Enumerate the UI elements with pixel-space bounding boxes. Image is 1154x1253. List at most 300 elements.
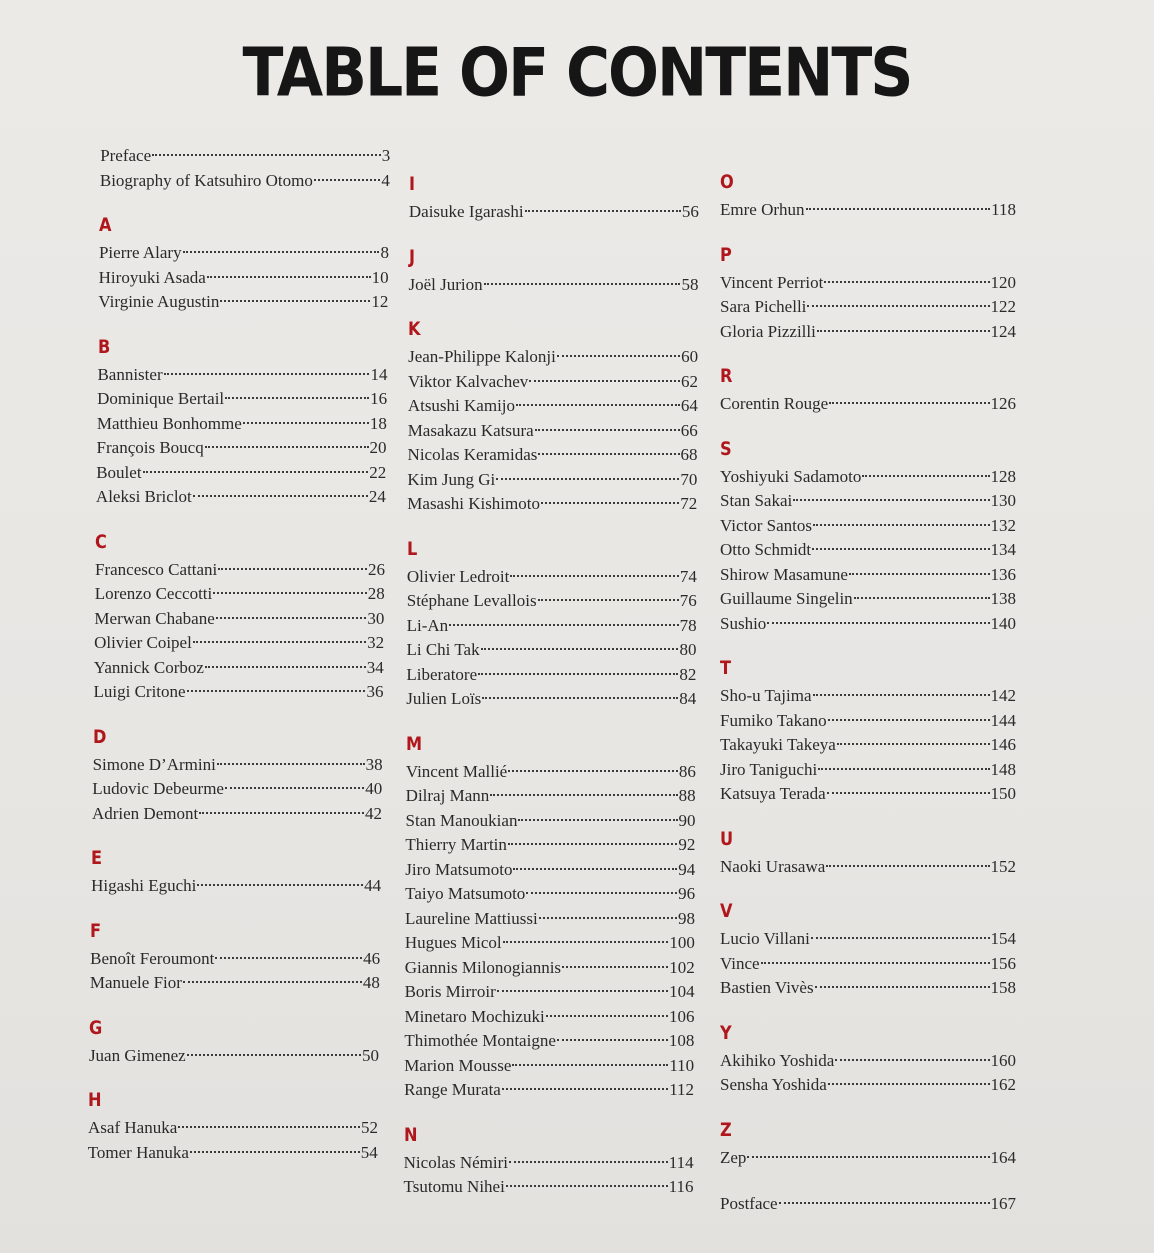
toc-entry[interactable] [720,783,1016,805]
entry-name: Hiroyuki Asada [98,267,206,287]
dot-leader [193,495,368,497]
page-title: TABLE OF CONTENTS [242,33,912,113]
toc-entry[interactable] [720,199,1016,221]
toc-entry[interactable] [405,883,695,905]
toc-entry[interactable] [404,1055,694,1077]
toc-entry[interactable] [99,242,389,264]
entry-page-number: 4 [381,170,390,190]
toc-entry[interactable] [407,566,697,588]
toc-entry[interactable] [407,493,697,515]
entry-name: Laureline Mattiussi [405,908,538,928]
section-letter: J [408,245,415,268]
dot-leader [761,962,990,964]
dot-leader [813,694,990,696]
entry-page-number: 130 [990,491,1016,510]
entry-name: Nicolas Némiri [403,1152,508,1172]
toc-entry[interactable] [720,1193,1016,1215]
dot-leader [190,1151,360,1153]
dot-leader [143,471,369,473]
toc-entry[interactable] [405,981,695,1003]
toc-entry[interactable] [100,170,390,192]
dot-leader [793,499,989,501]
entry-page-number: 64 [680,396,698,415]
entry-page-number: 3 [381,146,391,165]
entry-name: Yoshiyuki Sadamoto [720,466,862,486]
section-letter: E [91,847,103,869]
entry-name: Preface [100,146,152,165]
dot-leader [541,502,679,504]
entry-name: Dominique Bertail [97,389,225,408]
dot-leader [183,981,362,983]
toc-entry[interactable] [406,761,696,783]
entry-name: Stéphane Levallois [406,591,537,610]
entry-page-number: 42 [364,803,382,823]
toc-entry[interactable] [404,1030,694,1052]
entry-name: Atsushi Kamijo [407,396,516,415]
dot-leader [826,865,989,867]
dot-leader [482,697,678,699]
toc-entry[interactable] [408,274,698,296]
entry-name: Minetaro Mochizuki [404,1006,545,1026]
toc-entry[interactable] [720,539,1016,561]
entry-page-number: 36 [366,682,384,701]
entry-page-number: 22 [369,462,387,482]
entry-page-number: 82 [679,664,697,684]
dot-leader [449,624,678,626]
entry-name: Bannister [97,364,163,384]
entry-name: Vincent Perriot [720,272,824,292]
entry-name: Zep [720,1147,747,1167]
section-letter: H [88,1089,102,1111]
dot-leader [828,719,990,721]
toc-entry[interactable] [720,393,1016,415]
section-letter: G [89,1016,103,1039]
entry-page-number: 118 [991,200,1016,219]
entry-page-number: 134 [990,540,1016,559]
dot-leader [183,251,380,253]
toc-entry[interactable] [88,1142,378,1164]
entry-page-number: 162 [990,1075,1016,1094]
toc-entry[interactable] [407,615,697,637]
section-letter: D [92,725,107,748]
toc-entry[interactable] [720,734,1016,756]
dot-leader [314,179,381,181]
dot-leader [557,1039,668,1041]
dot-leader [513,868,677,870]
toc-entry[interactable] [406,810,696,832]
entry-name: Shirow Masamune [720,564,848,584]
entry-name: Masashi Kishimoto [407,494,540,513]
entry-page-number: 26 [368,559,386,579]
toc-entry[interactable] [98,291,388,313]
section-letter: A [99,214,112,236]
toc-entry[interactable] [100,145,390,167]
toc-entry[interactable] [406,639,696,661]
dot-leader [562,966,668,968]
toc-entry[interactable] [96,462,386,484]
entry-name: Asaf Hanuka [88,1118,178,1137]
toc-entry[interactable] [720,710,1016,732]
entry-name: Sho-u Tajima [720,686,812,705]
entry-page-number: 8 [380,243,389,262]
entry-name: Aleksi Briclot [95,487,192,506]
entry-page-number: 128 [990,466,1016,486]
dot-leader [849,573,990,575]
toc-entry[interactable] [720,272,1016,294]
entry-page-number: 84 [679,689,697,708]
section-letter: I [409,173,416,195]
dot-leader [478,673,678,675]
entry-name: François Boucq [96,438,204,457]
entry-page-number: 28 [367,584,385,603]
entry-name: Sushio [720,613,767,633]
toc-entry[interactable] [90,972,380,994]
entry-page-number: 114 [668,1152,694,1172]
toc-entry[interactable] [408,371,698,393]
entry-name: Gloria Pizzilli [720,321,816,341]
toc-entry[interactable] [404,1006,694,1028]
entry-name: Vince [720,953,760,973]
dot-leader [215,957,362,959]
entry-page-number: 10 [371,267,389,287]
dot-leader [512,1064,668,1066]
toc-entry[interactable] [407,590,697,612]
dot-leader [779,1202,990,1204]
entry-name: Manuele Fior [89,973,182,992]
toc-entry[interactable] [408,420,698,442]
entry-name: Jiro Matsumoto [405,859,513,879]
toc-entry[interactable] [408,346,698,368]
entry-name: Vincent Mallié [405,761,508,781]
toc-entry[interactable] [720,613,1016,635]
dot-leader [490,794,677,796]
toc-entry[interactable] [97,413,387,435]
entry-page-number: 52 [361,1118,379,1137]
dot-leader [484,283,681,285]
entry-name: Hugues Micol [404,933,502,952]
entry-page-number: 167 [990,1194,1016,1213]
entry-name: Pierre Alary [98,243,182,262]
toc-entry[interactable] [720,490,1016,512]
toc-entry[interactable] [92,803,382,825]
toc-entry[interactable] [720,685,1016,707]
entry-name: Range Murata [404,1080,501,1099]
entry-name: Jiro Taniguchi [720,759,818,779]
toc-entry[interactable] [97,364,387,386]
dot-leader [546,1015,668,1017]
toc-entry[interactable] [91,875,381,897]
dot-leader [815,986,990,988]
dot-leader [481,648,679,650]
toc-entry[interactable] [94,608,384,630]
entry-page-number: 150 [990,784,1016,803]
dot-leader [525,210,681,212]
entry-page-number: 70 [680,469,698,489]
section-letter: B [97,335,111,358]
dot-leader [216,617,367,619]
entry-page-number: 108 [668,1031,695,1050]
entry-page-number: 104 [669,982,695,1001]
dot-leader [807,305,989,307]
section-letter: T [720,657,732,679]
toc-entry[interactable] [720,1074,1016,1096]
entry-page-number: 94 [678,859,696,879]
toc-entry[interactable] [720,856,1016,878]
dot-leader [535,429,680,431]
dot-leader [538,453,679,455]
entry-name: Emre Orhun [720,200,805,219]
entry-page-number: 44 [364,876,382,895]
entry-name: Sara Pichelli [720,297,807,316]
entry-page-number: 72 [680,494,698,513]
toc-entry[interactable] [720,759,1016,781]
entry-page-number: 20 [369,438,387,457]
toc-entry[interactable] [406,785,696,807]
entry-page-number: 86 [678,761,696,781]
dot-leader [509,1161,668,1163]
entry-page-number: 34 [366,657,384,677]
dot-leader [497,990,668,992]
dot-leader [220,300,370,302]
dot-leader [829,402,989,404]
entry-page-number: 58 [681,274,699,294]
entry-page-number: 24 [368,487,386,506]
entry-name: Juan Gimenez [88,1045,186,1065]
entry-page-number: 80 [679,640,697,659]
dot-leader [862,475,989,477]
toc-entry[interactable] [88,1117,378,1139]
dot-leader [813,524,990,526]
entry-name: Matthieu Bonhomme [96,413,242,433]
dot-leader [516,404,680,406]
toc-entry[interactable] [94,657,384,679]
entry-page-number: 88 [678,786,696,805]
section-letter: U [720,827,734,850]
toc-entry[interactable] [92,778,382,800]
dot-leader [152,154,381,156]
dot-leader [243,422,369,424]
entry-name: Lucio Villani [720,929,810,948]
entry-name: Dilraj Mann [405,786,490,805]
entry-name: Daisuke Igarashi [408,202,524,221]
dot-leader [178,1126,360,1128]
entry-name: Naoki Urasawa [720,856,826,876]
toc-entry[interactable] [720,953,1016,975]
entry-page-number: 30 [367,608,385,628]
entry-page-number: 60 [681,347,699,366]
dot-leader [539,917,677,919]
toc-entry[interactable] [408,395,698,417]
toc-entry[interactable] [720,977,1016,999]
toc-entry[interactable] [96,486,386,508]
entry-name: Julien Loïs [406,689,482,708]
dot-leader [502,1088,668,1090]
entry-page-number: 144 [990,710,1016,730]
entry-page-number: 124 [990,321,1016,341]
dot-leader [854,597,990,599]
entry-page-number: 66 [680,420,698,440]
toc-entry[interactable] [720,515,1016,537]
dot-leader [526,892,677,894]
dot-leader [818,768,989,770]
entry-page-number: 76 [679,591,697,610]
entry-page-number: 68 [680,445,698,464]
toc-entry[interactable] [720,928,1016,950]
entry-name: Jean-Philippe Kalonji [408,347,556,366]
entry-name: Stan Manoukian [405,810,518,830]
entry-page-number: 18 [369,413,387,433]
entry-page-number: 126 [990,394,1016,413]
toc-entry[interactable] [94,632,384,654]
toc-entry[interactable] [97,388,387,410]
entry-name: Boulet [96,462,142,482]
toc-entry[interactable] [405,834,695,856]
entry-page-number: 120 [990,272,1016,292]
toc-entry[interactable] [720,466,1016,488]
entry-page-number: 156 [990,953,1016,973]
toc-entry[interactable] [99,267,389,289]
entry-page-number: 164 [990,1147,1016,1167]
entry-name: Katsuya Terada [720,784,826,803]
toc-entry[interactable] [95,583,385,605]
dot-leader [824,281,989,283]
entry-page-number: 100 [669,933,695,952]
section-letter: S [720,437,732,460]
dot-leader [827,792,990,794]
section-letter: P [720,243,732,266]
toc-entry[interactable] [407,469,697,491]
section-letter: L [407,537,418,560]
entry-name: Higashi Eguchi [91,876,197,895]
entry-name: Akihiko Yoshida [720,1050,835,1070]
entry-name: Fumiko Takano [720,710,827,730]
entry-page-number: 132 [990,515,1016,535]
entry-page-number: 140 [990,613,1016,633]
section-letter: F [90,919,102,942]
entry-page-number: 136 [990,564,1016,584]
toc-entry[interactable] [720,1147,1016,1169]
dot-leader [164,373,370,375]
entry-page-number: 96 [678,884,696,903]
toc-entry[interactable] [406,688,696,710]
entry-page-number: 54 [360,1142,378,1162]
entry-page-number: 74 [679,566,697,586]
entry-name: Luigi Critone [93,682,186,701]
entry-page-number: 102 [669,957,695,977]
dot-leader [557,355,680,357]
entry-name: Simone D’Armini [92,754,216,774]
toc-entry[interactable] [406,664,696,686]
toc-entry[interactable] [720,321,1016,343]
dot-leader [187,690,366,692]
toc-entry[interactable] [720,564,1016,586]
entry-name: Bastien Vivès [720,978,814,997]
toc-entry[interactable] [89,1045,379,1067]
toc-entry[interactable] [405,908,695,930]
toc-entry[interactable] [405,957,695,979]
entry-page-number: 32 [367,633,385,652]
dot-leader [828,1083,990,1085]
entry-name: Boris Mirroir [404,982,496,1001]
toc-entry[interactable] [404,1176,694,1198]
toc-entry[interactable] [408,444,698,466]
dot-leader [218,568,367,570]
entry-page-number: 12 [371,292,389,311]
dot-leader [496,478,679,480]
toc-entry[interactable] [409,201,699,223]
entry-name: Victor Santos [720,515,812,535]
toc-entry[interactable] [404,1152,694,1174]
entry-name: Postface [720,1194,778,1213]
dot-leader [817,330,990,332]
entry-name: Giannis Milonogiannis [404,957,562,977]
entry-page-number: 98 [678,908,695,928]
entry-name: Thierry Martin [405,835,507,854]
entry-name: Adrien Demont [91,803,199,823]
toc-entry[interactable] [720,1050,1016,1072]
toc-entry[interactable] [404,1079,694,1101]
entry-page-number: 146 [990,735,1016,754]
dot-leader [806,208,991,210]
toc-entry[interactable] [720,588,1016,610]
toc-entry[interactable] [93,681,383,703]
entry-name: Liberatore [406,664,478,684]
entry-page-number: 50 [361,1045,379,1065]
toc-entry[interactable] [95,559,385,581]
toc-entry[interactable] [405,859,695,881]
entry-page-number: 78 [679,615,697,635]
toc-entry[interactable] [720,296,1016,318]
dot-leader [503,941,669,943]
dot-leader [205,446,369,448]
entry-name: Li Chi Tak [406,640,480,659]
entry-name: Corentin Rouge [720,394,829,413]
section-letter: M [405,732,423,755]
dot-leader [529,380,680,382]
dot-leader [508,843,678,845]
dot-leader [538,599,679,601]
toc-entry[interactable] [97,437,387,459]
entry-name: Yannick Corboz [93,657,204,677]
entry-name: Benoît Feroumont [90,948,215,968]
dot-leader [187,1054,361,1056]
toc-entry[interactable] [93,754,383,776]
entry-page-number: 122 [990,297,1016,316]
dot-leader [193,641,366,643]
entry-page-number: 46 [363,948,381,968]
toc-entry[interactable] [90,948,380,970]
entry-name: Taiyo Matsumoto [405,884,526,903]
dot-leader [199,812,364,814]
entry-page-number: 14 [370,364,388,384]
entry-page-number: 48 [362,973,380,992]
entry-name: Virginie Augustin [98,292,220,311]
dot-leader [510,575,679,577]
entry-name: Takayuki Takeya [720,735,836,754]
entry-page-number: 62 [680,371,698,391]
dot-leader [225,397,369,399]
dot-leader [811,937,990,939]
section-letter: C [95,530,108,553]
dot-leader [508,770,678,772]
entry-page-number: 56 [681,202,699,221]
toc-entry[interactable] [405,932,695,954]
entry-name: Olivier Ledroit [406,566,510,586]
entry-page-number: 158 [990,978,1016,997]
entry-name: Olivier Coipel [94,633,192,652]
entry-name: Li-An [406,615,449,635]
section-letter: K [408,318,421,340]
